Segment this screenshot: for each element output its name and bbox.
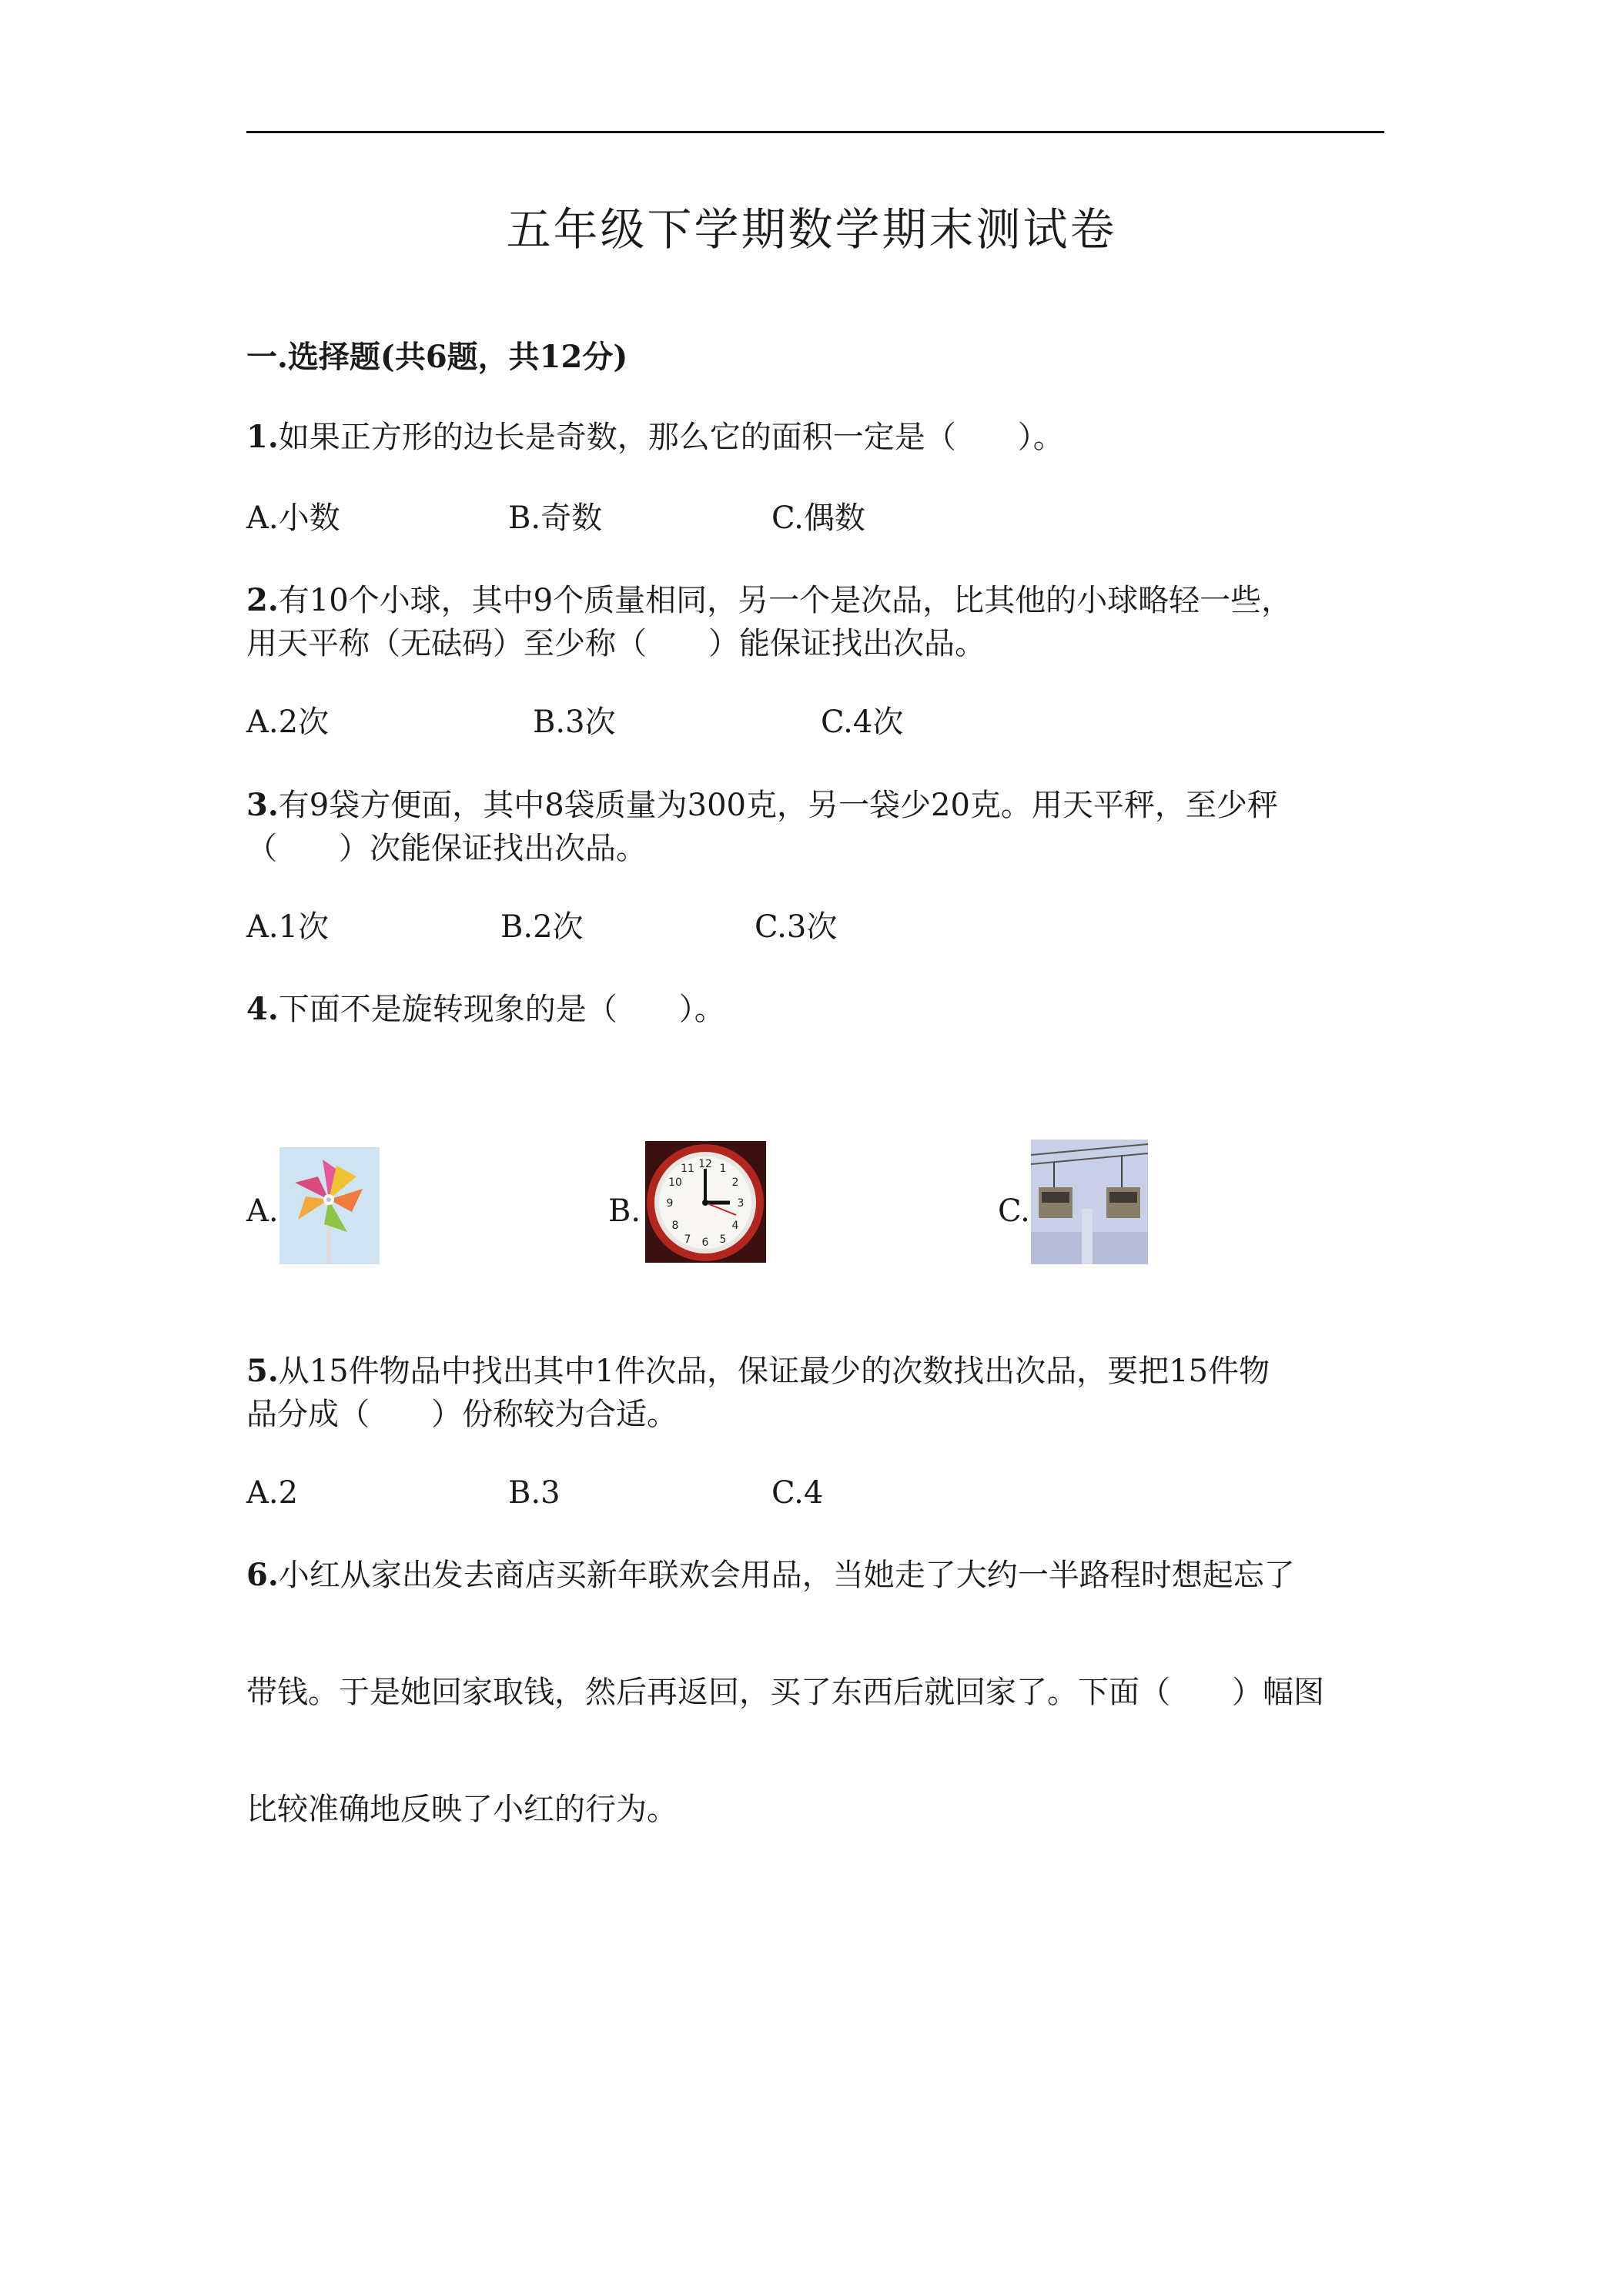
svg-text:11: 11 [681,1163,694,1175]
question-text: 有10个小球，其中9个质量相同，另一个是次品，比其他的小球略轻一些， [278,583,1293,618]
question-text: 如果正方形的边长是奇数，那么它的面积一定是（ ）。 [278,420,1064,455]
option-a[interactable]: A. [246,1193,279,1229]
section-heading: 一.选择题(共6题，共12分) [246,339,628,375]
svg-text:3: 3 [737,1197,745,1210]
option-c[interactable]: C.4 [771,1475,824,1511]
svg-text:10: 10 [668,1176,682,1189]
question-number: 2. [246,582,279,618]
option-a[interactable]: A.小数 [246,500,340,536]
option-c[interactable]: C.4次 [821,705,904,740]
alarm-clock-image[interactable] [645,1141,766,1263]
option-c[interactable]: C.偶数 [771,500,865,536]
question-6 [246,1554,1295,1597]
question-number: 6. [246,1557,279,1593]
pinwheel-image[interactable] [279,1147,380,1264]
question-number: 4. [246,991,279,1027]
option-b[interactable]: B.奇数 [508,500,603,536]
cable-car-image[interactable] [1031,1140,1148,1264]
question-number: 3. [246,787,279,823]
svg-text:9: 9 [666,1197,674,1210]
option-c[interactable]: C. [998,1193,1030,1229]
svg-text:7: 7 [684,1233,691,1246]
question-1 [246,416,1064,459]
option-b[interactable]: B.2次 [500,909,584,945]
question-number: 1. [246,419,279,455]
option-b[interactable]: B.3 [508,1475,561,1511]
svg-text:8: 8 [671,1220,679,1232]
svg-text:4: 4 [731,1220,739,1232]
svg-text:2: 2 [731,1176,739,1189]
question-2 [246,579,1292,622]
svg-text:6: 6 [701,1237,709,1249]
question-text: 下面不是旋转现象的是（ ）。 [278,992,725,1027]
question-4 [246,988,725,1031]
question-text: 从15件物品中找出其中1件次品，保证最少的次数找出次品，要把15件物 [278,1354,1270,1389]
question-2-line-2: 用天平称（无砝码）至少称（ ）能保证找出次品。 [246,626,986,661]
option-a[interactable]: A.2次 [246,705,330,740]
option-a[interactable]: A.1次 [246,909,330,945]
page-title: 五年级下学期数学期末测试卷 [506,203,1117,256]
svg-text:5: 5 [719,1233,727,1246]
pinwheel-icon [279,1147,380,1264]
question-5-line-2: 品分成（ ）份称较为合适。 [246,1397,678,1432]
question-6-line-2: 带钱。于是她回家取钱，然后再返回，买了东西后就回家了。下面（ ）幅图 [246,1675,1324,1710]
svg-text:12: 12 [698,1158,712,1170]
question-text: 有9袋方便面，其中8袋质量为300克，另一袋少20克。用天平秤，至少秤 [278,788,1278,823]
question-number: 5. [246,1353,279,1389]
question-6-line-3: 比较准确地反映了小红的行为。 [246,1792,678,1827]
option-c[interactable]: C.3次 [755,909,838,945]
question-text: 小红从家出发去商店买新年联欢会用品，当她走了大约一半路程时想起忘了 [278,1558,1295,1593]
option-a[interactable]: A.2 [246,1475,299,1511]
cable-car-icon [1031,1140,1148,1264]
svg-text:1: 1 [719,1163,727,1175]
option-b[interactable]: B. [608,1193,641,1229]
question-5 [246,1350,1270,1393]
top-rule [246,131,1384,133]
alarm-clock-icon [645,1141,766,1263]
question-3-line-2: （ ）次能保证找出次品。 [246,831,647,866]
question-3 [246,784,1278,827]
option-b[interactable]: B.3次 [533,705,616,740]
